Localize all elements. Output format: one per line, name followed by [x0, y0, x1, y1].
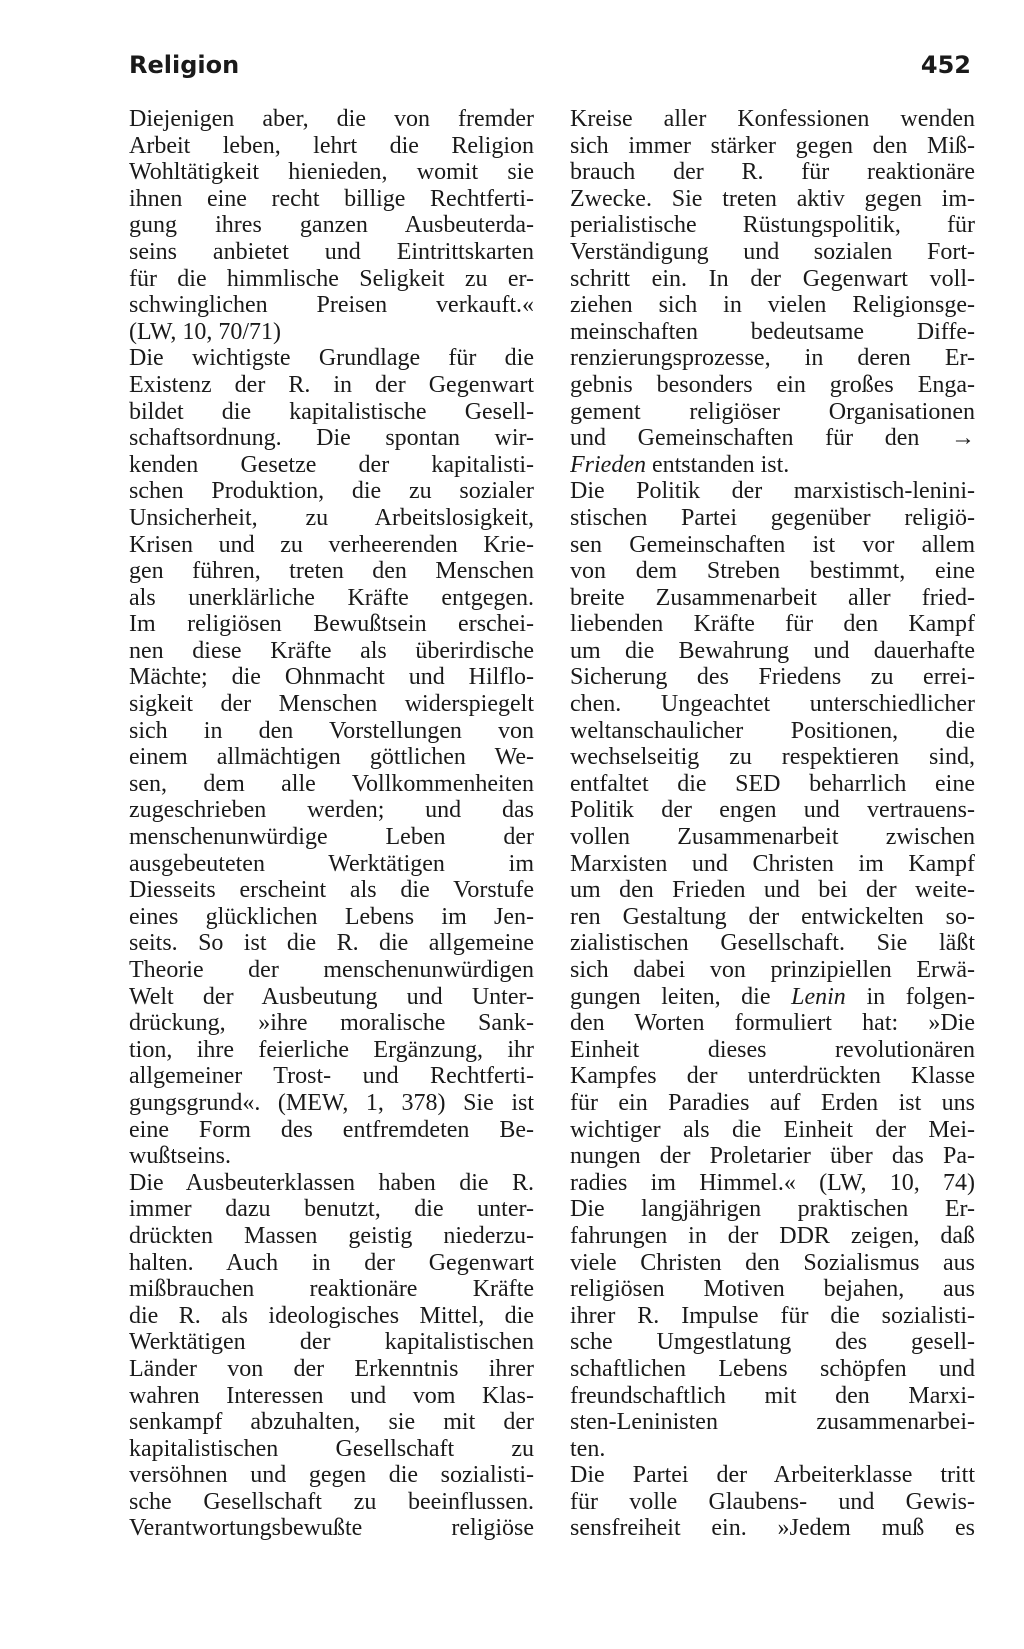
text-line: für die himmlische Seligkeit zu er-	[129, 265, 534, 292]
text-line: drückten Massen geistig niederzu-	[129, 1222, 534, 1249]
text-line: sche Gesellschaft zu beeinflussen.	[129, 1488, 534, 1515]
text-line: sche Umgestlatung des gesell-	[570, 1329, 975, 1356]
text-line: Im religiösen Bewußtsein erschei-	[129, 611, 534, 638]
text-line: sen Gemeinschaften ist vor allem	[570, 531, 975, 558]
text-line: Arbeit leben, lehrt die Religion	[129, 132, 534, 159]
text-line: um die Bewahrung und dauerhafte	[570, 637, 975, 664]
text-line: Welt der Ausbeutung und Unter-	[129, 983, 534, 1010]
text-line: kenden Gesetze der kapitalisti-	[129, 451, 534, 478]
text-line: immer dazu benutzt, die unter-	[129, 1196, 534, 1223]
text-line: Die Partei der Arbeiterklasse tritt	[570, 1462, 975, 1489]
text-line: gungsgrund«. (MEW, 1, 378) Sie ist	[129, 1089, 534, 1116]
text-line: wichtiger als die Einheit der Mei-	[570, 1116, 975, 1143]
text-line: Verantwortungsbewußte religiöse	[129, 1515, 534, 1542]
text-line: Kampfes der unterdrückten Klasse	[570, 1063, 975, 1090]
text-line: eines glücklichen Lebens im Jen-	[129, 903, 534, 930]
text-line: Diejenigen aber, die von fremder	[129, 106, 534, 132]
text-line: vollen Zusammenarbeit zwischen	[570, 824, 975, 851]
text-line: Die Politik der marxistisch-lenini-	[570, 478, 975, 505]
text-line: breite Zusammenarbeit aller fried-	[570, 584, 975, 611]
text-line: wechselseitig zu respektieren sind,	[570, 744, 975, 771]
text-line: für volle Glaubens- und Gewis-	[570, 1488, 975, 1515]
text-line: schaftlichen Lebens schöpfen und	[570, 1355, 975, 1382]
text-line: stischen Partei gegenüber religiö-	[570, 504, 975, 531]
text-line	[570, 984, 975, 1011]
text-line: kapitalistischen Gesellschaft zu	[129, 1435, 534, 1462]
text-line: radies im Himmel.« (LW, 10, 74)	[570, 1169, 975, 1196]
text-line: Unsicherheit, zu Arbeitslosigkeit,	[129, 504, 534, 531]
text-line: perialistische Rüstungspolitik, für	[570, 212, 975, 239]
text-line: drückung, »ihre moralische Sank-	[129, 1010, 534, 1037]
text-line: bildet die kapitalistische Gesell-	[129, 398, 534, 425]
text-line: fahrungen in der DDR zeigen, daß	[570, 1222, 975, 1249]
text-line: renzierungsprozesse, in deren Er-	[570, 345, 975, 372]
text-line: eine Form des entfremdeten Be-	[129, 1116, 534, 1143]
text-line: den Worten formuliert hat: »Die	[570, 1010, 975, 1037]
text-line: ziehen sich in vielen Religionsge-	[570, 292, 975, 319]
line-text: entstanden ist.	[651, 451, 790, 478]
text-line: meinschaften bedeutsame Diffe-	[570, 318, 975, 345]
text-line: sensfreiheit ein. »Jedem muß es	[570, 1515, 975, 1542]
text-line: ten.	[570, 1435, 606, 1462]
text-line: schritt ein. In der Gegenwart voll-	[570, 265, 975, 292]
text-line: Die wichtigste Grundlage für die	[129, 345, 534, 372]
text-line: weltanschaulicher Positionen, die	[570, 717, 975, 744]
text-line: halten. Auch in der Gegenwart	[129, 1249, 534, 1276]
italic-term: Frieden	[570, 451, 646, 478]
text-line: chen. Ungeachtet unterschiedlicher	[570, 691, 975, 718]
line-text: gungen leiten, die	[570, 983, 771, 1010]
text-line: von dem Streben bestimmt, eine	[570, 558, 975, 585]
running-head-title: Religion	[129, 51, 240, 79]
text-line: für ein Paradies auf Erden ist uns	[570, 1089, 975, 1116]
text-line: wahren Interessen und vom Klas-	[129, 1382, 534, 1409]
text-line: und Gemeinschaften für den →	[570, 425, 975, 452]
text-line: zugeschrieben werden; und das	[129, 797, 534, 824]
text-line: wußtseins.	[129, 1143, 231, 1170]
text-line: die R. als ideologisches Mittel, die	[129, 1302, 534, 1329]
text-line: Sicherung des Friedens zu errei-	[570, 664, 975, 691]
text-line: Diesseits erscheint als die Vorstufe	[129, 877, 534, 904]
text-line: brauch der R. für reaktionäre	[570, 159, 975, 186]
text-line: Die langjährigen praktischen Er-	[570, 1196, 975, 1223]
text-line: liebenden Kräfte für den Kampf	[570, 611, 975, 638]
text-line: gement religiöser Organisationen	[570, 398, 975, 425]
text-line: zialistischen Gesellschaft. Sie läßt	[570, 930, 975, 957]
text-line: versöhnen und gegen die sozialisti-	[129, 1462, 534, 1489]
text-line: Theorie der menschenunwürdigen	[129, 957, 534, 983]
text-line: Verständigung und sozialen Fort-	[570, 238, 975, 265]
text-line: Werktätigen der kapitalistischen	[129, 1329, 534, 1356]
text-line: sigkeit der Menschen widerspiegelt	[129, 691, 534, 718]
text-line: Die Ausbeuterklassen haben die R.	[129, 1169, 534, 1196]
italic-term: Lenin	[791, 983, 846, 1010]
text-line: schen Produktion, die zu sozialer	[129, 478, 534, 505]
text-line: ren Gestaltung der entwickelten so-	[570, 903, 975, 930]
text-line: um den Frieden und bei der weite-	[570, 877, 975, 904]
right-text-column	[570, 106, 975, 1542]
text-line: sich immer stärker gegen den Miß-	[570, 132, 975, 159]
text-line: schaftsordnung. Die spontan wir-	[129, 425, 534, 452]
text-line: Krisen und zu verheerenden Krie-	[129, 531, 534, 558]
text-line: religiösen Motiven bejahen, aus	[570, 1276, 975, 1303]
text-line: nungen der Proletarier über das Pa-	[570, 1143, 975, 1170]
text-line: nen diese Kräfte als überirdische	[129, 637, 534, 664]
text-line: Zwecke. Sie treten aktiv gegen im-	[570, 185, 975, 212]
text-line: Kreise aller Konfessionen wenden	[570, 106, 975, 132]
text-line: einem allmächtigen göttlichen We-	[129, 744, 534, 771]
text-line: Wohltätigkeit hienieden, womit sie	[129, 159, 534, 186]
text-line: seins anbietet und Eintrittskarten	[129, 238, 534, 265]
text-line: Einheit dieses revolutionären	[570, 1036, 975, 1063]
text-line: entfaltet die SED beharrlich eine	[570, 770, 975, 797]
text-line: sich dabei von prinzipiellen Erwä-	[570, 957, 975, 983]
text-line: seits. So ist die R. die allgemeine	[129, 930, 534, 957]
text-line: Marxisten und Christen im Kampf	[570, 850, 975, 877]
text-line	[570, 452, 975, 479]
text-line: gen führen, treten den Menschen	[129, 558, 534, 585]
text-line: schwinglichen Preisen verkauft.«	[129, 292, 534, 319]
text-line: Existenz der R. in der Gegenwart	[129, 371, 534, 398]
text-line: freundschaftlich mit den Marxi-	[570, 1382, 975, 1409]
text-line: allgemeiner Trost- und Rechtferti-	[129, 1063, 534, 1090]
text-line: ausgebeuteten Werktätigen im	[129, 850, 534, 877]
left-text-column	[129, 106, 534, 1542]
page-number: 452	[920, 51, 971, 79]
text-line: viele Christen den Sozialismus aus	[570, 1249, 975, 1276]
text-line: sich in den Vorstellungen von	[129, 717, 534, 744]
text-line: Mächte; die Ohnmacht und Hilflo-	[129, 664, 534, 691]
text-line: Politik der engen und vertrauens-	[570, 797, 975, 824]
text-line: tion, ihre feierliche Ergänzung, ihr	[129, 1036, 534, 1063]
text-line: ihnen eine recht billige Rechtferti-	[129, 185, 534, 212]
text-line: gung ihres ganzen Ausbeuterda-	[129, 212, 534, 239]
text-line: gebnis besonders ein großes Enga-	[570, 371, 975, 398]
text-line: mißbrauchen reaktionäre Kräfte	[129, 1276, 534, 1303]
text-line: Länder von der Erkenntnis ihrer	[129, 1355, 534, 1382]
text-line: als unerklärliche Kräfte entgegen.	[129, 584, 534, 611]
line-text: in folgen-	[866, 983, 975, 1010]
text-line: sten-Leninisten zusammenarbei-	[570, 1409, 975, 1436]
text-line: senkampf abzuhalten, sie mit der	[129, 1409, 534, 1436]
text-line: ihrer R. Impulse für die sozialisti-	[570, 1302, 975, 1329]
text-line: sen, dem alle Vollkommenheiten	[129, 770, 534, 797]
text-line: (LW, 10, 70/71)	[129, 318, 281, 345]
text-line: menschenunwürdige Leben der	[129, 824, 534, 851]
